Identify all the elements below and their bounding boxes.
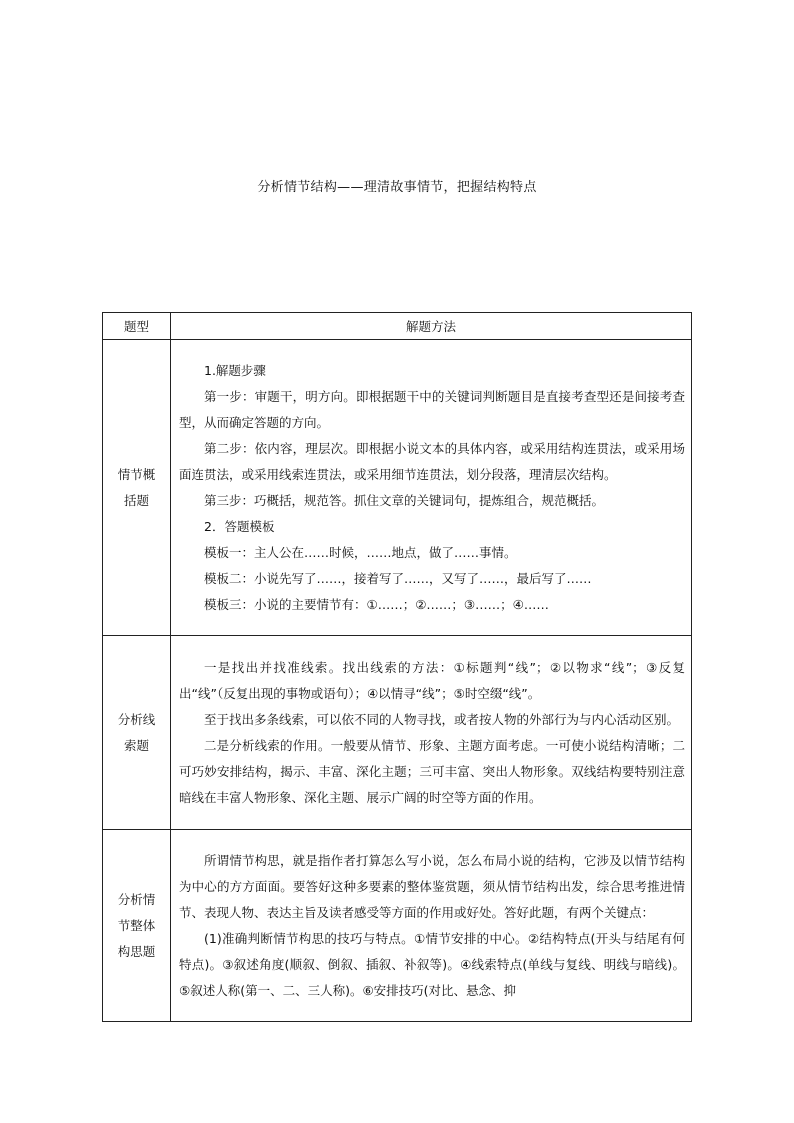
table-row xyxy=(103,340,692,636)
method-cell xyxy=(171,830,692,1022)
question-type-line: 情节概 xyxy=(117,466,156,482)
question-type-line: 括题 xyxy=(123,492,149,508)
header-solution-method: 解题方法 xyxy=(171,313,692,340)
method-table xyxy=(102,312,692,1022)
question-type-line: 节整体 xyxy=(117,917,156,933)
question-type-cell xyxy=(103,340,171,636)
question-type-line: 分析线 xyxy=(117,711,156,727)
table-row xyxy=(103,636,692,830)
question-type-line: 构思题 xyxy=(117,943,156,959)
method-paragraph: 模板一：主人公在……时候，……地点，做了……事情。 xyxy=(204,544,517,560)
method-cell xyxy=(171,636,692,830)
question-type-cell xyxy=(103,830,171,1022)
method-paragraph: 二是分析线索的作用。一般要从情节、形象、主题方面考虑。一可使小说结构清晰；二可巧妙安排结构，揭示、丰富、深化主题；三可丰富、突出人物形象。双线结构要特别注意暗线在丰富人物形象、深化主题、展示广阔的时空等方面的作用。 xyxy=(179,737,685,805)
method-paragraph: 所谓情节构思，就是指作者打算怎么写小说，怎么布局小说的结构，它涉及以情节结构为中心的方方面面。要答好这种多要素的整体鉴赏题，须从情节结构出发，综合思考推进情节、表现人物、表达主旨及读者感受等方面的作用或好处。答好此题，有两个关键点： xyxy=(179,852,685,920)
method-paragraph: 2．答题模板 xyxy=(204,518,275,534)
table-row xyxy=(103,830,692,1022)
method-paragraph: 1.解题步骤 xyxy=(204,362,266,378)
method-paragraph: 第一步：审题干，明方向。即根据题干中的关键词判断题目是直接考查型还是间接考查型，从而确定答题的方向。 xyxy=(179,388,685,430)
table-header-row xyxy=(103,313,692,340)
page-title: 分析情节结构——理清故事情节，把握结构特点 xyxy=(257,180,537,195)
method-paragraph: (1)准确判断情节构思的技巧与特点。①情节安排的中心。②结构特点(开头与结尾有何特点)。③叙述角度(顺叙、倒叙、插叙、补叙等)。④线索特点(单线与复线、明线与暗线)。⑤叙述人称(第一、二、三人称)。⑥安排技巧(对比、悬念、抑 xyxy=(179,930,685,998)
question-type-line: 分析情 xyxy=(117,891,156,907)
question-type-cell xyxy=(103,636,171,830)
method-paragraph: 模板二：小说先写了……，接着写了……，又写了……，最后写了…… xyxy=(204,570,592,586)
method-paragraph: 一是找出并找准线索。找出线索的方法：①标题判“线”；②以物求“线”；③反复出“线”（反复出现的事物或语句）；④以情寻“线”；⑤时空缀“线”。 xyxy=(179,659,685,701)
method-cell xyxy=(171,340,692,636)
header-question-type: 题型 xyxy=(103,313,171,340)
method-paragraph: 第三步：巧概括，规范答。抓住文章的关键词句，提炼组合，规范概括。 xyxy=(204,492,605,508)
method-paragraph: 模板三：小说的主要情节有：①……；②……；③……；④…… xyxy=(204,596,549,612)
method-paragraph: 第二步：依内容，理层次。即根据小说文本的具体内容，或采用结构连贯法，或采用场面连贯法，或采用线索连贯法，或采用细节连贯法，划分段落，理清层次结构。 xyxy=(179,440,685,482)
method-paragraph: 至于找出多条线索，可以依不同的人物寻找，或者按人物的外部行为与内心活动区别。 xyxy=(204,711,680,727)
question-type-line: 索题 xyxy=(123,737,149,753)
